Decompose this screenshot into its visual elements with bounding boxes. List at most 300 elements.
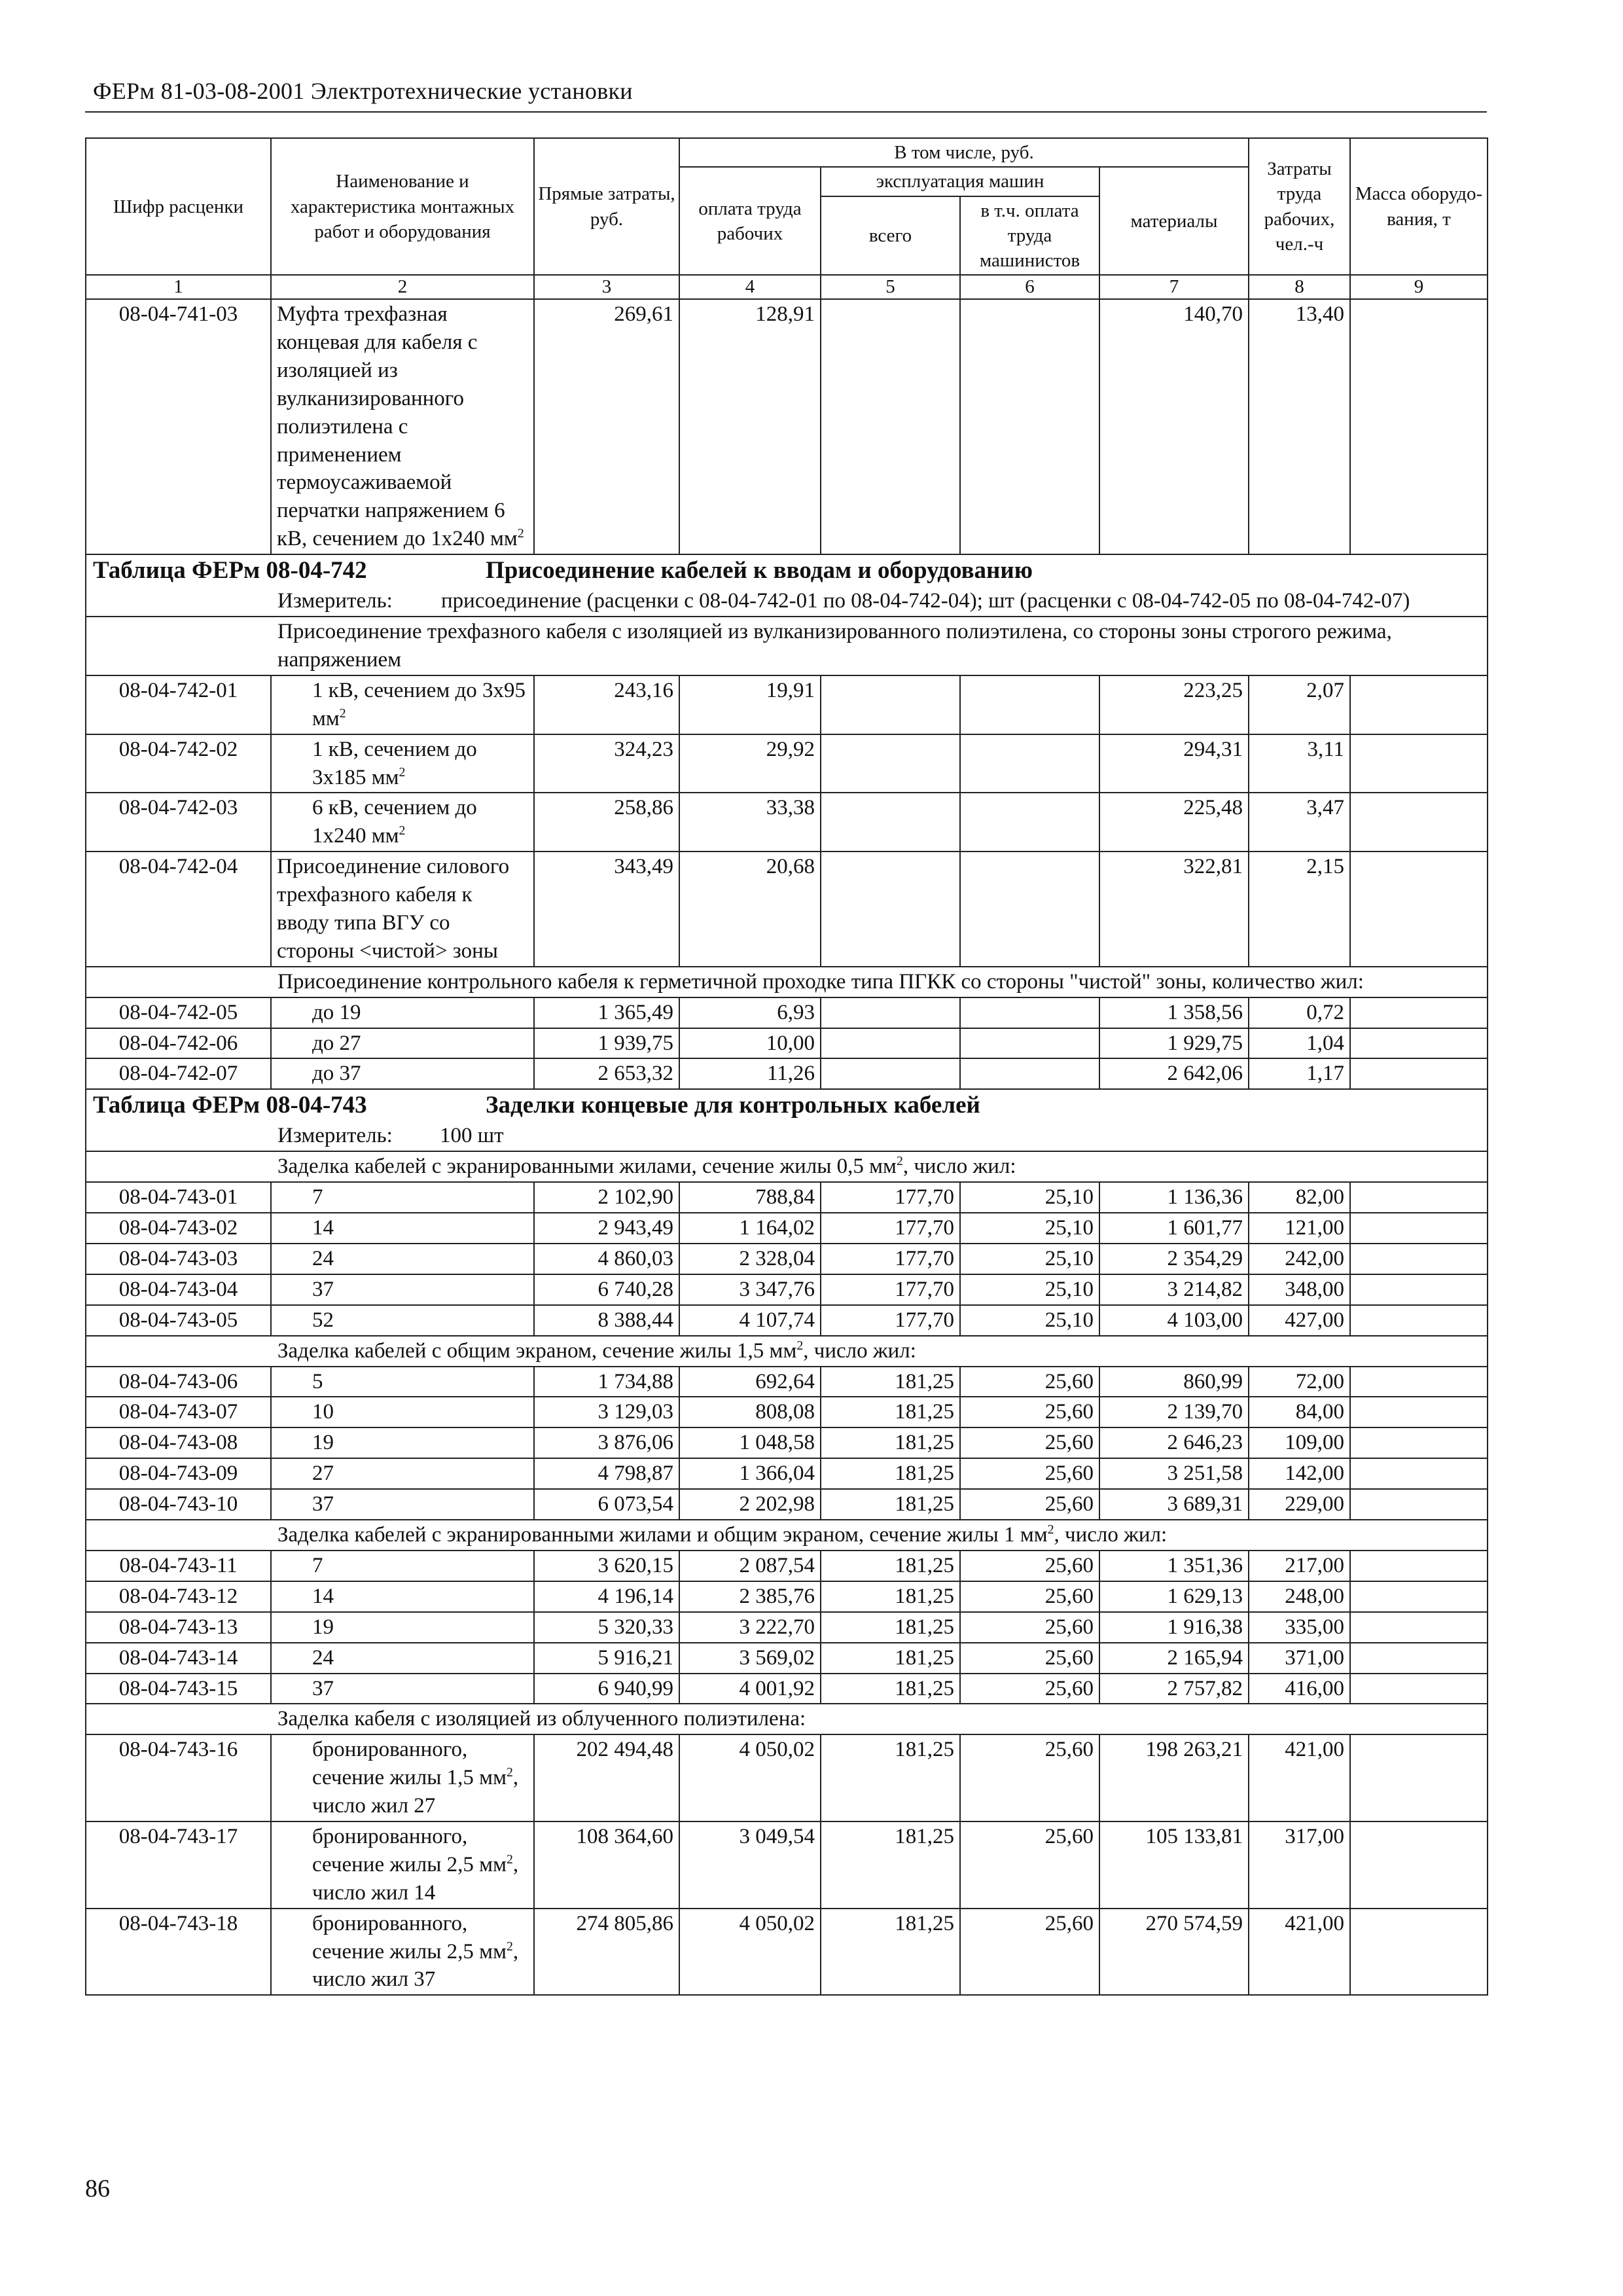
direct-cost: 6 940,99 [534,1674,679,1704]
table-row [86,1821,1488,1909]
rate-name: 5 [271,1367,534,1397]
measure-row-742 [86,586,1488,617]
direct-cost: 243,16 [534,675,679,734]
section-row [86,1336,1488,1367]
col-num: 9 [1350,275,1488,299]
labor-cost: 3,11 [1249,734,1350,793]
rows-743-group-4 [86,1734,1488,1995]
labor-cost: 335,00 [1249,1612,1350,1643]
section-text: Заделка кабеля с изоляцией из облученного полиэтилена: [86,1704,1488,1734]
col-num: 2 [271,275,534,299]
machinists-pay: 25,10 [960,1213,1099,1244]
labor-cost: 82,00 [1249,1182,1350,1213]
direct-cost: 5 916,21 [534,1643,679,1674]
table-row [86,1397,1488,1427]
mass [1350,1058,1488,1089]
direct-cost: 1 939,75 [534,1028,679,1059]
rate-code: 08-04-743-05 [86,1305,271,1336]
col-header-labor-pay: оплата труда рабочих [679,167,821,275]
materials: 3 214,82 [1099,1274,1249,1305]
measure-text: присоединение (расценки с 08-04-742-01 по 08-04-742-04); шт (расценки с 08-04-742-05 по 08-04-742-07) [441,589,1410,613]
materials: 1 916,38 [1099,1612,1249,1643]
materials: 4 103,00 [1099,1305,1249,1336]
machines-total [821,1058,960,1089]
direct-cost: 2 943,49 [534,1213,679,1244]
machines-total: 181,25 [821,1489,960,1520]
rate-code: 08-04-743-12 [86,1581,271,1612]
rate-name: 7 [271,1551,534,1581]
labor-cost: 1,04 [1249,1028,1350,1059]
labor-pay: 1 048,58 [679,1427,821,1458]
materials: 270 574,59 [1099,1909,1249,1996]
col-num: 8 [1249,275,1350,299]
machines-total: 181,25 [821,1458,960,1489]
materials: 223,25 [1099,675,1249,734]
rate-code: 08-04-743-18 [86,1909,271,1996]
mass [1350,299,1488,554]
direct-cost: 4 196,14 [534,1581,679,1612]
section-text: Заделка кабелей с экранированными жилами, сечение жилы 0,5 $мм^2$, число жил: [86,1151,1488,1182]
section-text: Присоединение трехфазного кабеля с изоляцией из вулканизированного полиэтилена, со стороны зоны строгого режима, напряжением [86,617,1488,675]
materials: 198 263,21 [1099,1734,1249,1821]
direct-cost: 274 805,86 [534,1909,679,1996]
table-title: Заделки концевые для контрольных кабелей [486,1092,980,1119]
col-num: 5 [821,275,960,299]
header-rule [85,111,1487,113]
labor-cost: 13,40 [1249,299,1350,554]
rate-code: 08-04-742-06 [86,1028,271,1059]
rate-code: 08-04-743-14 [86,1643,271,1674]
table-row [86,1551,1488,1581]
mass [1350,675,1488,734]
materials: 322,81 [1099,852,1249,967]
labor-pay: 2 328,04 [679,1244,821,1274]
direct-cost: 4 860,03 [534,1244,679,1274]
table-row [86,997,1488,1028]
labor-pay: 128,91 [679,299,821,554]
table-id: Таблица ФЕРм 08-04-743 [93,1092,367,1119]
machines-total [821,852,960,967]
labor-cost: 1,17 [1249,1058,1350,1089]
mass [1350,852,1488,967]
direct-cost: 3 876,06 [534,1427,679,1458]
mass [1350,1213,1488,1244]
table-row [86,1274,1488,1305]
machinists-pay [960,1028,1099,1059]
labor-cost: 2,07 [1249,675,1350,734]
labor-pay: 808,08 [679,1397,821,1427]
rate-name: 37 [271,1274,534,1305]
table-row [86,852,1488,967]
col-header-direct: Прямые затраты, руб. [534,138,679,275]
mass [1350,1551,1488,1581]
rate-name: 19 [271,1427,534,1458]
materials: 2 139,70 [1099,1397,1249,1427]
machinists-pay [960,675,1099,734]
labor-pay: 33,38 [679,793,821,852]
machines-total: 181,25 [821,1643,960,1674]
mass [1350,1182,1488,1213]
col-header-machinists-pay: в т.ч. оплата труда машинистов [960,196,1099,276]
materials: 1 358,56 [1099,997,1249,1028]
table-heading-742 [86,554,1488,586]
rate-code: 08-04-743-01 [86,1182,271,1213]
table-row [86,1674,1488,1704]
machinists-pay: 25,60 [960,1734,1099,1821]
direct-cost: 202 494,48 [534,1734,679,1821]
labor-cost: 121,00 [1249,1213,1350,1244]
rate-code: 08-04-742-07 [86,1058,271,1089]
direct-cost: 6 740,28 [534,1274,679,1305]
direct-cost: 5 320,33 [534,1612,679,1643]
rate-code: 08-04-742-04 [86,852,271,967]
mass [1350,1305,1488,1336]
mass [1350,1427,1488,1458]
table-id: Таблица ФЕРм 08-04-742 [93,557,367,584]
labor-cost: 109,00 [1249,1427,1350,1458]
col-header-code: Шифр расценки [86,138,271,275]
table-heading-743 [86,1089,1488,1121]
table-row [86,1182,1488,1213]
section-row [86,617,1488,675]
machines-total [821,734,960,793]
col-header-mass: Масса оборудо-вания, т [1350,138,1488,275]
table-row [86,1643,1488,1674]
materials: 294,31 [1099,734,1249,793]
machines-total: 177,70 [821,1244,960,1274]
rate-code: 08-04-743-10 [86,1489,271,1520]
rate-code: 08-04-741-03 [86,299,271,554]
mass [1350,1909,1488,1996]
labor-pay: 4 050,02 [679,1909,821,1996]
table-row [86,793,1488,852]
rate-name: 14 [271,1213,534,1244]
labor-pay: 2 385,76 [679,1581,821,1612]
labor-pay: 4 001,92 [679,1674,821,1704]
machines-total [821,793,960,852]
rate-name: 1 кВ, сечением до 3х95 $мм^2$ [271,675,534,734]
labor-cost: 0,72 [1249,997,1350,1028]
col-num: 4 [679,275,821,299]
direct-cost: 1 734,88 [534,1367,679,1397]
labor-pay: 2 087,54 [679,1551,821,1581]
machines-total: 181,25 [821,1397,960,1427]
section-text: Заделка кабелей с общим экраном, сечение жилы 1,5 $мм^2$, число жил: [86,1336,1488,1367]
mass [1350,997,1488,1028]
rate-name: Муфта трехфазная концевая для кабеля с изоляцией из вулканизированного полиэтилена с применением термоусаживаемой перчатки напряжением 6 кВ, сечением до 1х240 $мм^2$ [271,299,534,554]
machinists-pay: 25,60 [960,1397,1099,1427]
section-text: Заделка кабелей с экранированными жилами и общим экраном, сечение жилы 1 $мм^2$, число жил: [86,1520,1488,1551]
machinists-pay: 25,60 [960,1643,1099,1674]
direct-cost: 2 653,32 [534,1058,679,1089]
machinists-pay: 25,10 [960,1182,1099,1213]
mass [1350,1643,1488,1674]
rate-name: 24 [271,1244,534,1274]
labor-pay: 1 366,04 [679,1458,821,1489]
machinists-pay: 25,60 [960,1821,1099,1909]
rate-code: 08-04-743-17 [86,1821,271,1909]
col-num: 1 [86,275,271,299]
table-row [86,1213,1488,1244]
machinists-pay: 25,60 [960,1674,1099,1704]
labor-cost: 84,00 [1249,1397,1350,1427]
measure-text: 100 шт [440,1124,504,1148]
table-row [86,299,1488,554]
labor-cost: 72,00 [1249,1367,1350,1397]
rate-name: 24 [271,1643,534,1674]
rate-code: 08-04-743-04 [86,1274,271,1305]
materials: 2 165,94 [1099,1643,1249,1674]
labor-pay: 11,26 [679,1058,821,1089]
labor-cost: 317,00 [1249,1821,1350,1909]
table-row [86,1367,1488,1397]
machines-total [821,997,960,1028]
materials: 140,70 [1099,299,1249,554]
materials: 2 757,82 [1099,1674,1249,1704]
measure-row-743 [86,1121,1488,1151]
labor-pay: 19,91 [679,675,821,734]
direct-cost: 258,86 [534,793,679,852]
rate-name: 19 [271,1612,534,1643]
labor-cost: 348,00 [1249,1274,1350,1305]
table-title: Присоединение кабелей к вводам и оборудованию [486,557,1033,584]
rate-name: 52 [271,1305,534,1336]
direct-cost: 3 129,03 [534,1397,679,1427]
materials: 2 646,23 [1099,1427,1249,1458]
direct-cost: 269,61 [534,299,679,554]
labor-cost: 142,00 [1249,1458,1350,1489]
col-num: 7 [1099,275,1249,299]
section-row [86,1704,1488,1734]
table-row [86,1458,1488,1489]
machinists-pay: 25,10 [960,1305,1099,1336]
table-row [86,1909,1488,1996]
mass [1350,1458,1488,1489]
rate-name: 37 [271,1489,534,1520]
machinists-pay: 25,60 [960,1551,1099,1581]
machines-total: 181,25 [821,1367,960,1397]
page-header-title: ФЕРм 81-03-08-2001 Электротехнические установки [93,78,633,104]
machines-total: 177,70 [821,1182,960,1213]
rate-code: 08-04-743-08 [86,1427,271,1458]
labor-pay: 788,84 [679,1182,821,1213]
measure-label: Измеритель: [277,589,393,613]
rate-code: 08-04-742-02 [86,734,271,793]
rate-code: 08-04-742-05 [86,997,271,1028]
rate-name: 1 кВ, сечением до 3х185 $мм^2$ [271,734,534,793]
rate-name: 6 кВ, сечением до 1х240 $мм^2$ [271,793,534,852]
labor-pay: 3 569,02 [679,1643,821,1674]
rate-code: 08-04-743-02 [86,1213,271,1244]
machinists-pay: 25,60 [960,1909,1099,1996]
rate-name: бронированного, сечение жилы 2,5 $мм^2$, число жил 14 [271,1821,534,1909]
mass [1350,1489,1488,1520]
table-row [86,734,1488,793]
col-header-machines-total: всего [821,196,960,276]
rate-name: Присоединение силового трехфазного кабеля к вводу типа ВГУ со стороны <чистой> зоны [271,852,534,967]
machinists-pay [960,299,1099,554]
materials: 225,48 [1099,793,1249,852]
rows-743-group-2 [86,1367,1488,1520]
labor-pay: 692,64 [679,1367,821,1397]
mass [1350,1821,1488,1909]
rate-name: до 27 [271,1028,534,1059]
machinists-pay: 25,60 [960,1367,1099,1397]
rate-name: 14 [271,1581,534,1612]
materials: 3 251,58 [1099,1458,1249,1489]
direct-cost: 108 364,60 [534,1821,679,1909]
measure-label: Измеритель: [277,1124,393,1148]
materials: 2 642,06 [1099,1058,1249,1089]
labor-cost: 248,00 [1249,1581,1350,1612]
mass [1350,1367,1488,1397]
section-row [86,1520,1488,1551]
materials: 105 133,81 [1099,1821,1249,1909]
col-num: 3 [534,275,679,299]
labor-pay: 20,68 [679,852,821,967]
rate-code: 08-04-743-03 [86,1244,271,1274]
machinists-pay [960,1058,1099,1089]
machinists-pay [960,734,1099,793]
labor-cost: 427,00 [1249,1305,1350,1336]
materials: 1 601,77 [1099,1213,1249,1244]
machinists-pay: 25,10 [960,1274,1099,1305]
rate-code: 08-04-743-06 [86,1367,271,1397]
rate-name: бронированного, сечение жилы 1,5 $мм^2$, число жил 27 [271,1734,534,1821]
rate-name: до 37 [271,1058,534,1089]
labor-pay: 3 222,70 [679,1612,821,1643]
table-row [86,1612,1488,1643]
rate-name: 27 [271,1458,534,1489]
col-header-machines: эксплуатация машин [821,167,1099,196]
direct-cost: 324,23 [534,734,679,793]
machinists-pay: 25,60 [960,1458,1099,1489]
rate-code: 08-04-743-13 [86,1612,271,1643]
rate-name: бронированного, сечение жилы 2,5 $мм^2$, число жил 37 [271,1909,534,1996]
table-row [86,1058,1488,1089]
machinists-pay: 25,60 [960,1489,1099,1520]
machines-total: 181,25 [821,1821,960,1909]
labor-pay: 3 049,54 [679,1821,821,1909]
table-row [86,1305,1488,1336]
labor-cost: 3,47 [1249,793,1350,852]
materials: 1 136,36 [1099,1182,1249,1213]
machines-total: 181,25 [821,1734,960,1821]
table-row [86,1244,1488,1274]
labor-pay: 1 164,02 [679,1213,821,1244]
labor-cost: 416,00 [1249,1674,1350,1704]
labor-cost: 421,00 [1249,1734,1350,1821]
labor-cost: 229,00 [1249,1489,1350,1520]
machinists-pay [960,997,1099,1028]
mass [1350,1397,1488,1427]
rows-743-group-3 [86,1551,1488,1704]
machinists-pay: 25,10 [960,1244,1099,1274]
rate-code: 08-04-742-01 [86,675,271,734]
materials: 860,99 [1099,1367,1249,1397]
rate-code: 08-04-743-11 [86,1551,271,1581]
rows-743-group-1 [86,1182,1488,1335]
labor-pay: 4 107,74 [679,1305,821,1336]
machines-total: 181,25 [821,1581,960,1612]
machinists-pay: 25,60 [960,1427,1099,1458]
rate-name: 10 [271,1397,534,1427]
rate-code: 08-04-743-15 [86,1674,271,1704]
table-row [86,1581,1488,1612]
mass [1350,734,1488,793]
section-row [86,1151,1488,1182]
table-row [86,1028,1488,1059]
labor-pay: 10,00 [679,1028,821,1059]
mass [1350,793,1488,852]
section-row [86,967,1488,997]
machines-total: 177,70 [821,1274,960,1305]
labor-pay: 2 202,98 [679,1489,821,1520]
machines-total [821,1028,960,1059]
direct-cost: 2 102,90 [534,1182,679,1213]
col-header-materials: материалы [1099,167,1249,275]
direct-cost: 1 365,49 [534,997,679,1028]
direct-cost: 3 620,15 [534,1551,679,1581]
rate-name: 7 [271,1182,534,1213]
mass [1350,1612,1488,1643]
labor-pay: 29,92 [679,734,821,793]
mass [1350,1244,1488,1274]
materials: 2 354,29 [1099,1244,1249,1274]
col-num: 6 [960,275,1099,299]
machinists-pay [960,793,1099,852]
table-row [86,1734,1488,1821]
rate-code: 08-04-742-03 [86,793,271,852]
machines-total: 181,25 [821,1551,960,1581]
labor-cost: 242,00 [1249,1244,1350,1274]
materials: 3 689,31 [1099,1489,1249,1520]
materials: 1 351,36 [1099,1551,1249,1581]
labor-pay: 3 347,76 [679,1274,821,1305]
col-header-name: Наименование и характеристика монтажных работ и оборудования [271,138,534,275]
machines-total: 181,25 [821,1674,960,1704]
rates-table [85,137,1488,1996]
rate-name: 37 [271,1674,534,1704]
mass [1350,1734,1488,1821]
machinists-pay: 25,60 [960,1612,1099,1643]
machines-total: 177,70 [821,1305,960,1336]
machines-total [821,299,960,554]
machines-total [821,675,960,734]
rate-name: до 19 [271,997,534,1028]
labor-pay: 4 050,02 [679,1734,821,1821]
rate-code: 08-04-743-16 [86,1734,271,1821]
machines-total: 181,25 [821,1427,960,1458]
materials: 1 629,13 [1099,1581,1249,1612]
section-text: Присоединение контрольного кабеля к герметичной проходке типа ПГКК со стороны "чистой" зоны, количество жил: [86,967,1488,997]
labor-cost: 421,00 [1249,1909,1350,1996]
mass [1350,1274,1488,1305]
machines-total: 181,25 [821,1909,960,1996]
labor-cost: 371,00 [1249,1643,1350,1674]
col-header-labor-cost: Затраты труда рабочих, чел.-ч [1249,138,1350,275]
rate-code: 08-04-743-07 [86,1397,271,1427]
machinists-pay [960,852,1099,967]
mass [1350,1581,1488,1612]
labor-pay: 6,93 [679,997,821,1028]
machinists-pay: 25,60 [960,1581,1099,1612]
direct-cost: 8 388,44 [534,1305,679,1336]
table-row [86,1489,1488,1520]
rate-code: 08-04-743-09 [86,1458,271,1489]
direct-cost: 6 073,54 [534,1489,679,1520]
machines-total: 181,25 [821,1612,960,1643]
